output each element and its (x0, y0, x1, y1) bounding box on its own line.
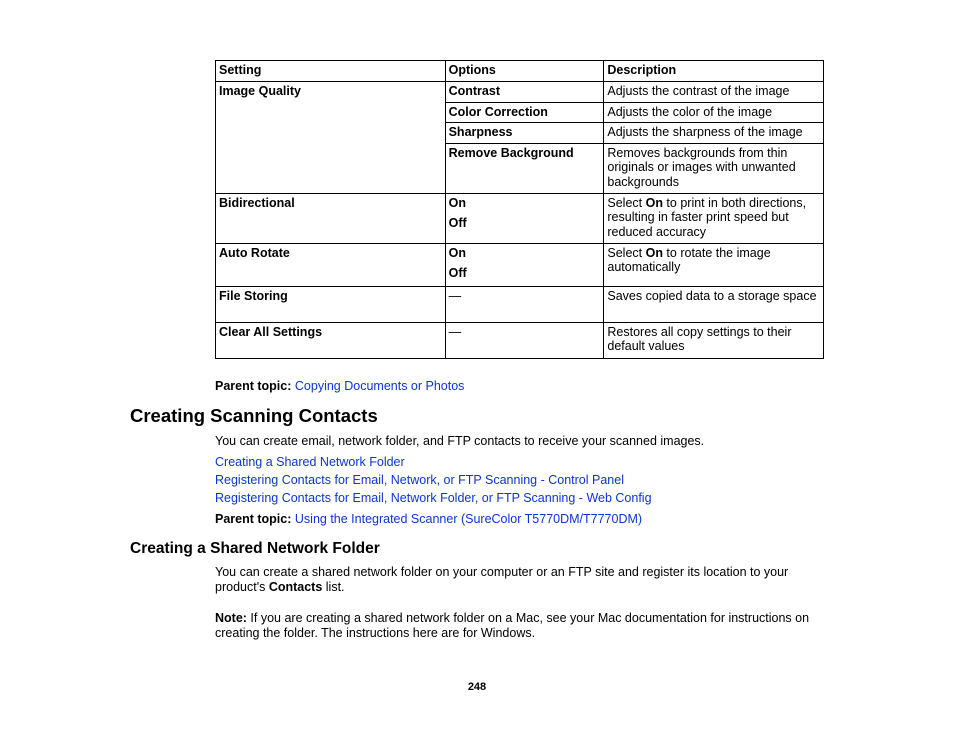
description-sharpness: Adjusts the sharpness of the image (604, 123, 824, 144)
option-contrast: Contrast (445, 82, 604, 103)
option-color-correction: Color Correction (445, 102, 604, 123)
description-file-storing: Saves copied data to a storage space (604, 286, 824, 322)
table-row (216, 322, 824, 358)
parent-topic-label: Parent topic: (215, 379, 292, 393)
option-off: Off (448, 216, 467, 230)
option-off: Off (448, 266, 467, 280)
option-on: On (448, 245, 466, 260)
setting-auto-rotate: Auto Rotate (216, 243, 446, 286)
description-remove-background: Removes backgrounds from thin originals or images with unwanted backgrounds (604, 143, 824, 193)
parent-topic-copying (215, 379, 464, 394)
page-number: 248 (467, 681, 487, 693)
option-file-storing: — (445, 286, 604, 322)
topic-links (215, 455, 652, 509)
options-bidirectional (445, 193, 604, 243)
section-title-scanning-contacts: Creating Scanning Contacts (130, 405, 378, 426)
section-intro: You can create email, network folder, and FTP contacts to receive your scanned images. (215, 434, 705, 448)
link-register-control-panel[interactable]: Registering Contacts for Email, Network, or FTP Scanning - Control Panel (215, 473, 624, 487)
option-on: On (448, 195, 466, 210)
table-row (216, 286, 824, 322)
parent-topic-link[interactable]: Using the Integrated Scanner (SureColor T5770DM/T7770DM) (294, 512, 643, 526)
parent-topic-scanner (215, 512, 642, 527)
table-header-row (216, 61, 824, 82)
table-row (216, 82, 824, 103)
description-contrast: Adjusts the contrast of the image (604, 82, 824, 103)
table-row (216, 243, 824, 286)
parent-topic-link[interactable]: Copying Documents or Photos (294, 379, 465, 393)
description-color-correction: Adjusts the color of the image (604, 102, 824, 123)
setting-file-storing: File Storing (216, 286, 446, 322)
header-setting: Setting (216, 61, 446, 82)
section-paragraph: You can create a shared network folder on your computer or an FTP site and register its location to your product's Contacts list. (215, 565, 789, 594)
table-row (216, 193, 824, 243)
option-sharpness: Sharpness (445, 123, 604, 144)
note-paragraph: Note: If you are creating a shared network folder on a Mac, see your Mac documentation for instructions on creating the folder. The instructions here are for Windows. (215, 611, 810, 640)
options-auto-rotate (445, 243, 604, 286)
description-bidirectional: Select On to print in both directions, resulting in faster print speed but reduced accuracy (604, 193, 824, 243)
description-auto-rotate: Select On to rotate the image automatically (604, 243, 824, 286)
option-clear-all: — (445, 322, 604, 358)
header-options: Options (445, 61, 604, 82)
setting-clear-all: Clear All Settings (216, 322, 446, 358)
link-creating-shared-folder[interactable]: Creating a Shared Network Folder (215, 455, 405, 469)
settings-table (215, 60, 824, 359)
option-remove-background: Remove Background (445, 143, 604, 193)
description-clear-all: Restores all copy settings to their default values (604, 322, 824, 358)
link-register-web-config[interactable]: Registering Contacts for Email, Network Folder, or FTP Scanning - Web Config (215, 491, 652, 505)
header-description: Description (604, 61, 824, 82)
section-title-shared-folder: Creating a Shared Network Folder (130, 540, 380, 557)
note-label: Note: (215, 611, 247, 625)
parent-topic-label: Parent topic: (215, 512, 292, 526)
setting-image-quality: Image Quality (216, 82, 446, 194)
setting-bidirectional: Bidirectional (216, 193, 446, 243)
